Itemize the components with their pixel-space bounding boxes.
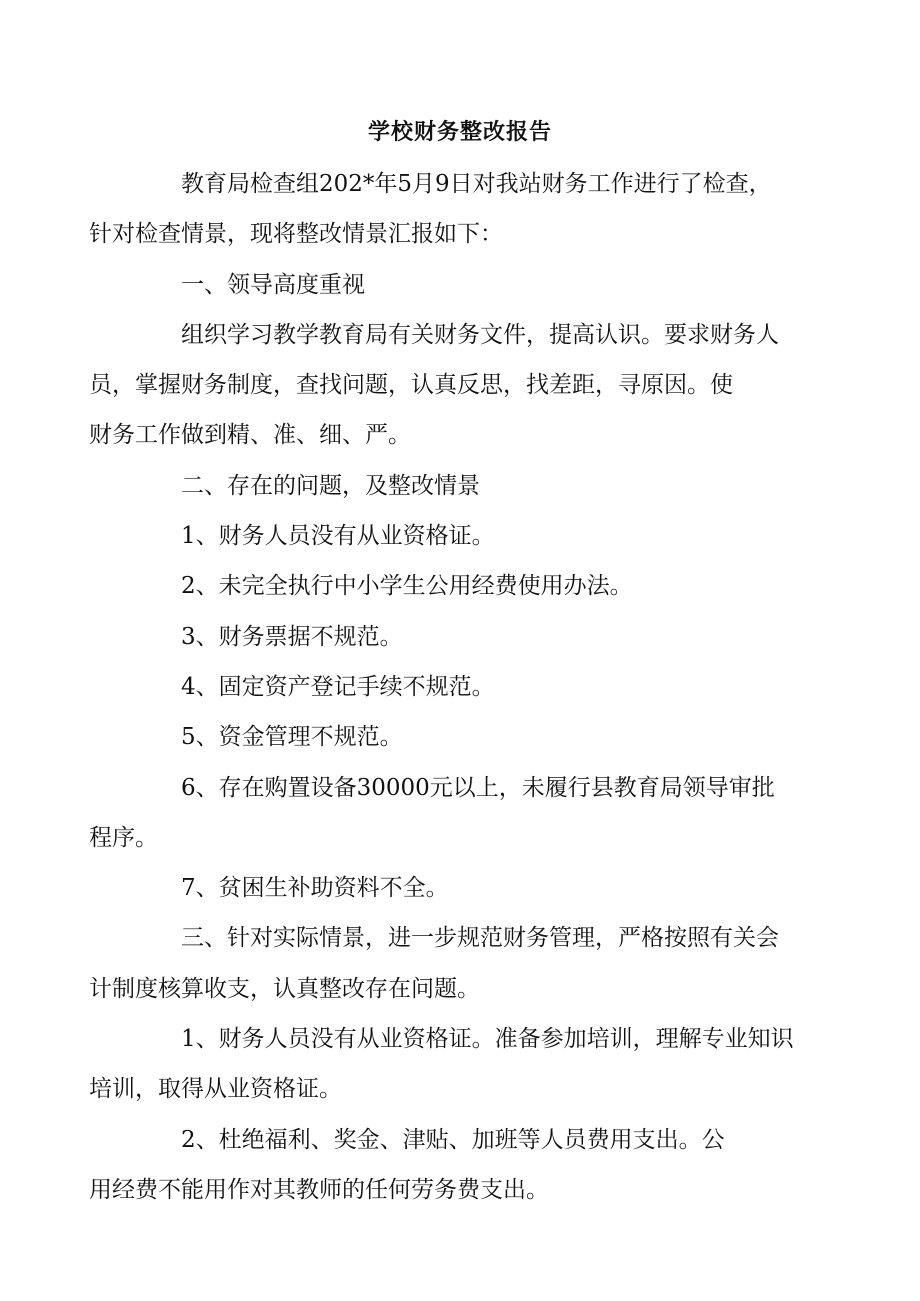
text-line: 7、贫困生补助资料不全。: [181, 875, 449, 902]
text-line: 组织学习教学教育局有关财务文件，提高认识。要求财务人: [181, 321, 779, 348]
list-item: [89, 1014, 800, 1115]
text-line: 1、财务人员没有从业资格证。: [181, 523, 495, 550]
list-item: [89, 1115, 800, 1216]
list-item: [135, 863, 800, 913]
text-line: 4、固定资产登记手续不规范。: [181, 673, 495, 700]
document-title: 学校财务整改报告: [367, 119, 552, 145]
text-line: 2、杜绝福利、奖金、津贴、加班等人员费用支出。公: [181, 1126, 725, 1153]
text-line: 培训，取得从业资格证。: [89, 1076, 342, 1103]
text-line: 员，掌握财务制度，查找问题，认真反思，找差距，寻原因。使: [89, 372, 733, 399]
text-line: 针对检查情景，现将整改情景汇报如下：: [89, 221, 503, 248]
text-line: 财务工作做到精、准、细、严。: [89, 422, 411, 449]
text-line: 用经费不能用作对其教师的任何劳务费支出。: [89, 1176, 549, 1203]
list-item: [135, 561, 800, 611]
section-heading-3: [89, 913, 800, 1014]
text-line: 计制度核算收支，认真整改存在问题。: [89, 975, 480, 1002]
text-line: 6、存在购置设备30000元以上，未履行县教育局领导审批: [181, 774, 775, 801]
list-item: [135, 712, 800, 762]
list-item: [135, 511, 800, 561]
text-line: 教育局检查组202*年5月9日对我站财务工作进行了检查，: [181, 171, 772, 197]
section-heading-2: [135, 461, 800, 511]
document-body: [89, 159, 800, 1215]
list-item: [135, 612, 800, 662]
text-line: 1、财务人员没有从业资格证。准备参加培训，理解专业知识: [181, 1026, 794, 1053]
text-line: 3、财务票据不规范。: [181, 623, 403, 650]
text-line: 程序。: [89, 824, 158, 851]
text-line: 二、存在的问题，及整改情景: [181, 472, 480, 499]
list-item: [89, 763, 800, 864]
list-item: [135, 662, 800, 712]
text-line: 2、未完全执行中小学生公用经费使用办法。: [181, 573, 633, 600]
paragraph-intro: [89, 159, 800, 260]
text-line: 三、针对实际情景，进一步规范财务管理，严格按照有关会: [181, 925, 779, 952]
text-line: 5、资金管理不规范。: [181, 724, 403, 751]
text-line: 一、领导高度重视: [181, 271, 365, 298]
paragraph-section-1: [89, 310, 800, 461]
section-heading-1: [135, 260, 800, 310]
